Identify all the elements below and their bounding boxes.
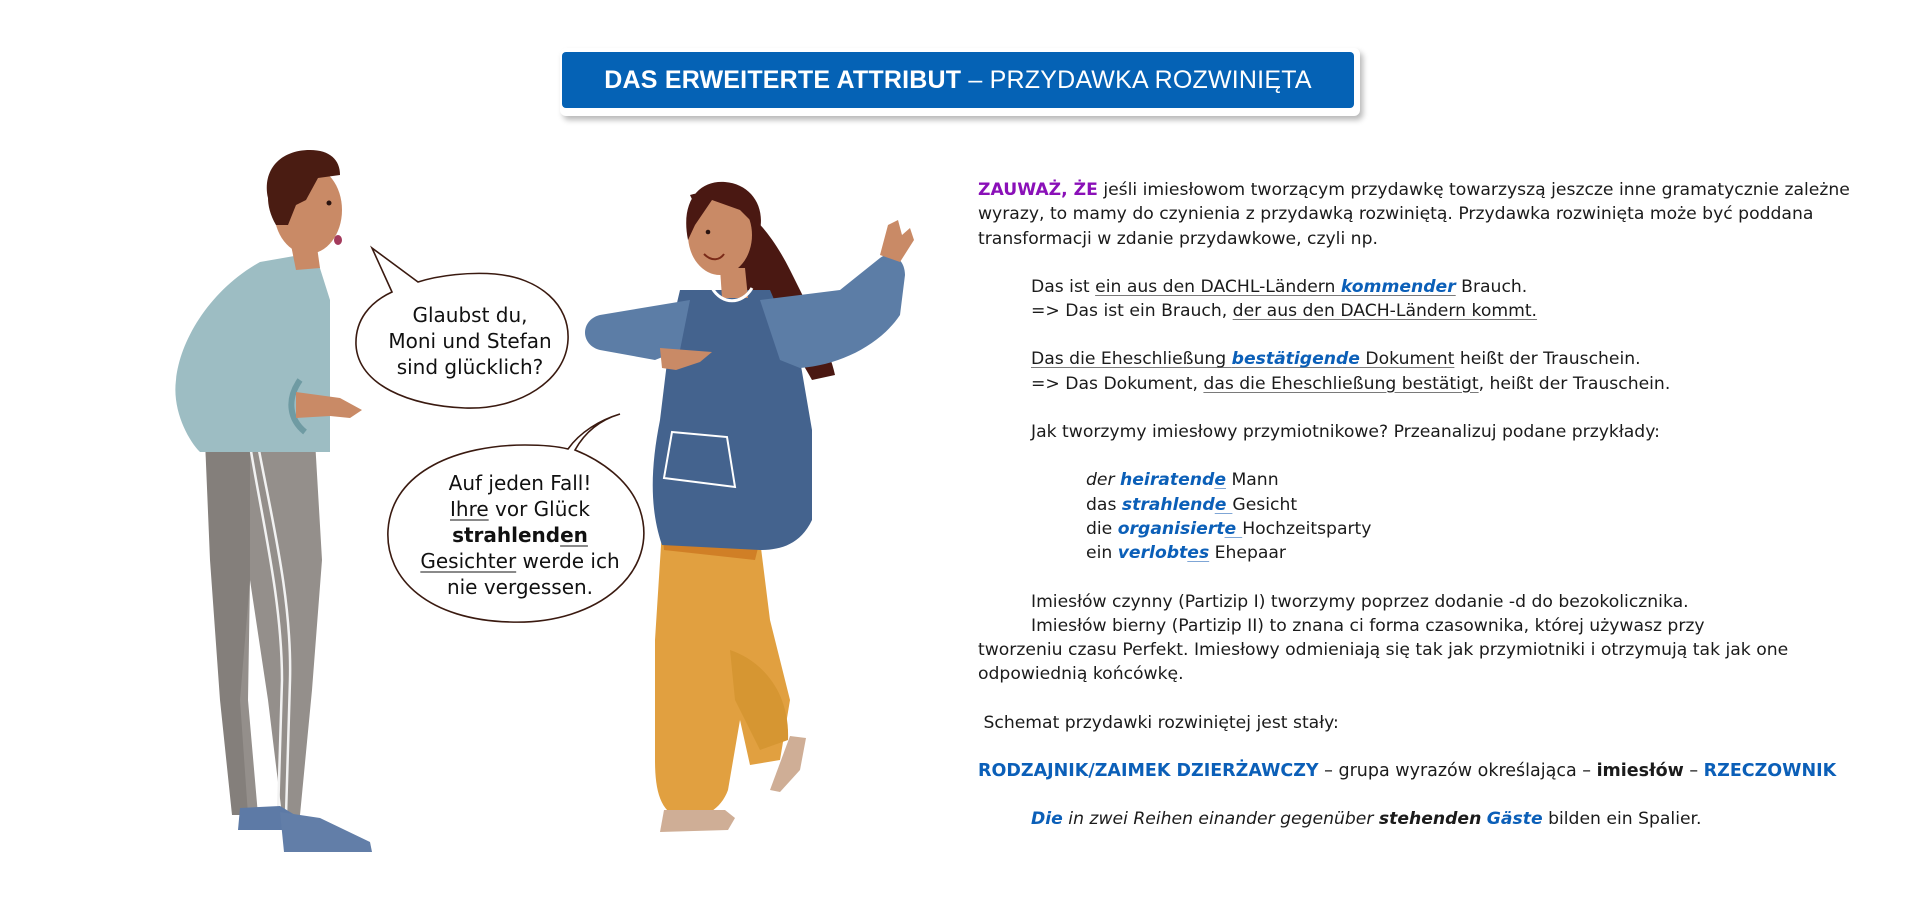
schema-label: Schemat przydawki rozwiniętej jest stały: <box>978 712 1339 733</box>
text: Das ist <box>1031 276 1096 297</box>
participle-stem: organisiert <box>1117 518 1225 539</box>
bubble2-bold-stem: strahlend <box>452 523 561 547</box>
participle-example <box>978 493 1878 517</box>
article-highlight: Die <box>1031 809 1063 830</box>
article: die <box>1086 518 1113 539</box>
bubble1-line: Glaubst du, <box>412 303 528 327</box>
bubble2-text: werde ich <box>516 549 620 573</box>
bubble2-text: vor Glück <box>488 497 590 521</box>
example2-transformation <box>978 372 1878 396</box>
speech-bubble-1 <box>370 302 570 380</box>
noun: Mann <box>1225 470 1279 491</box>
schema-participle: imiesłów <box>1596 761 1684 782</box>
participle-example <box>978 517 1878 541</box>
bubble1-line: Moni und Stefan <box>388 329 552 353</box>
participle-bold: stehenden <box>1378 809 1482 830</box>
title-separator: – <box>961 65 990 94</box>
bubble2-line: Auf jeden Fall! <box>448 471 592 495</box>
partizip2-continued: tworzeniu czasu Perfekt. Imiesłowy odmieniają się tak jak przymiotniki i otrzymują tak jak one odpowiednią końcówkę. <box>978 640 1789 685</box>
final-example <box>978 807 1878 831</box>
participle-highlight: kommender <box>1340 276 1456 297</box>
text: Brauch. <box>1455 276 1528 297</box>
article: ein <box>1086 543 1113 564</box>
example1-transformation <box>978 299 1878 323</box>
noun-highlight: Gäste <box>1486 809 1543 830</box>
participle-stem: heiratend <box>1120 470 1215 491</box>
example1-sentence <box>978 275 1878 299</box>
participle-stem: verlobt <box>1117 543 1188 564</box>
text: bilden ein Spalier. <box>1542 809 1702 830</box>
schema-noun: RZECZOWNIK <box>1703 761 1837 782</box>
underlined-phrase: ein aus den DACHL-Ländern <box>1095 276 1341 297</box>
text: in zwei Reihen einander gegenüber <box>1062 809 1379 830</box>
underlined-phrase: das die Eheschließung bestätigt <box>1203 373 1479 394</box>
partizip2-text: Imiesłów bierny (Partizip II) to znana ci forma czasownika, której używasz przy <box>1031 615 1705 636</box>
schema-middle: – grupa wyrazów określająca – <box>1318 761 1597 782</box>
article: das <box>1086 494 1117 515</box>
intro-text: jeśli imiesłowom tworzącym przydawkę towarzyszą jeszcze inne gramatycznie zależne wyrazy, to mamy do czynienia z przydawką rozwiniętą. Przydawka rozwinięta może być poddana transformacji w zdanie przydawkowe, czyli np. <box>978 180 1850 249</box>
bubble2-line <box>400 496 640 522</box>
title-bold: DAS ERWEITERTE ATTRIBUT <box>604 65 962 94</box>
text: , heißt der Trauschein. <box>1478 373 1671 394</box>
bubble2-bold-ending: en <box>560 523 588 547</box>
noun: Ehepaar <box>1209 543 1287 564</box>
participle-ending: e <box>1214 494 1233 515</box>
intro-paragraph <box>978 178 1878 251</box>
title-rest: PRZYDAWKA ROZWINIĘTA <box>989 65 1312 94</box>
participle-example <box>978 541 1878 565</box>
bubble2-line <box>400 522 640 548</box>
participle-stem: strahlend <box>1121 494 1215 515</box>
speech-bubble-2 <box>400 470 640 600</box>
explanation-text <box>978 178 1878 832</box>
question-text: Jak tworzymy imiesłowy przymiotnikowe? Przeanalizuj podane przykłady: <box>1031 422 1660 443</box>
bubble2-line <box>400 548 640 574</box>
text: => Das ist ein Brauch, <box>1031 301 1233 322</box>
participle-ending: es <box>1187 543 1210 564</box>
text: => Das Dokument, <box>1031 373 1204 394</box>
schema-dash: – <box>1683 761 1704 782</box>
bubble1-line: sind glücklich? <box>396 355 544 379</box>
noun: Gesicht <box>1232 494 1298 515</box>
noun: Hochzeitsparty <box>1242 518 1372 539</box>
article: der <box>1086 470 1115 491</box>
participle-highlight: bestätigende <box>1231 349 1360 370</box>
bubble2-underlined-word: Ihre <box>450 497 489 521</box>
example2-sentence <box>978 347 1878 371</box>
schema-formula <box>978 759 1878 783</box>
text: heißt der Trauschein. <box>1454 349 1641 370</box>
underlined-phrase: Das die Eheschließung <box>1031 349 1232 370</box>
participle-ending: e <box>1214 470 1226 491</box>
partizip1-text: Imiesłów czynny (Partizip I) tworzymy poprzez dodanie -d do bezokolicznika. <box>1031 591 1689 612</box>
bubble2-underlined-word: Gesichter <box>420 549 517 573</box>
underlined-phrase: der aus den DACH-Ländern kommt. <box>1232 301 1538 322</box>
intro-lead: ZAUWAŻ, ŻE <box>978 180 1098 200</box>
participle-example <box>978 468 1878 492</box>
bubble2-line: nie vergessen. <box>446 575 594 599</box>
underlined-phrase: Dokument <box>1359 349 1455 370</box>
man-figure-icon <box>175 150 372 852</box>
participle-ending: e <box>1224 518 1243 539</box>
schema-article: RODZAJNIK/ZAIMEK DZIERŻAWCZY <box>978 761 1319 782</box>
